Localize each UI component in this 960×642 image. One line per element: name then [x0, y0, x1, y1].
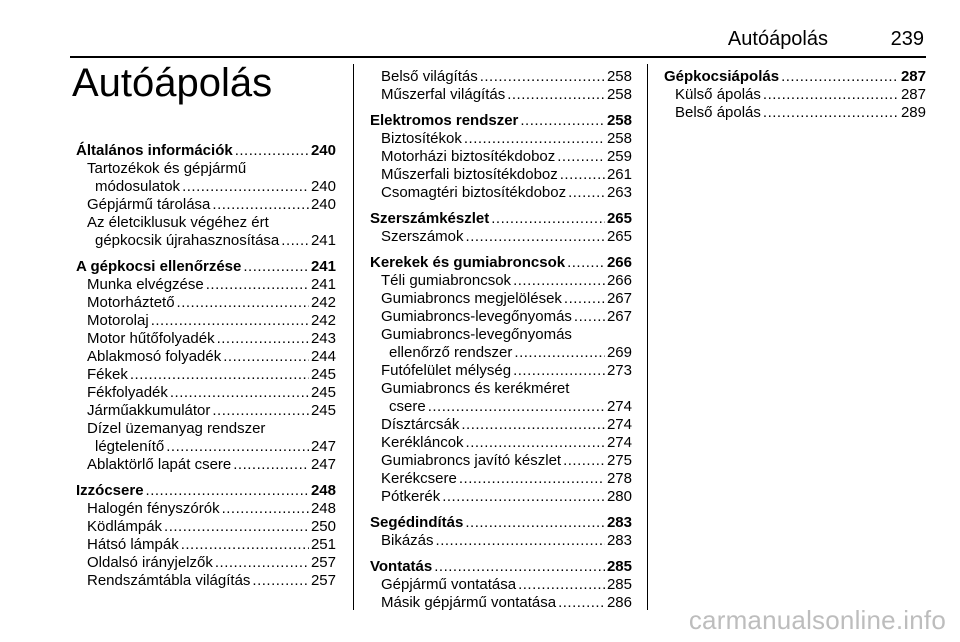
toc-section-label: Segédindítás	[370, 514, 464, 531]
toc-item-label: Pótkerék	[381, 488, 441, 505]
toc-item-cont-label: légtelenítő	[95, 438, 165, 455]
dot-leader	[465, 514, 605, 532]
toc-item[interactable]	[370, 416, 632, 434]
dot-leader	[464, 130, 605, 148]
dot-leader	[466, 228, 605, 246]
toc-item[interactable]	[76, 518, 336, 536]
toc-item-cont-page: 241	[310, 232, 336, 249]
toc-item[interactable]	[370, 166, 632, 184]
toc-section[interactable]	[76, 258, 336, 276]
toc-section-page: 285	[606, 558, 632, 575]
toc-item-label: Ködlámpák	[87, 518, 163, 535]
toc-item-page: 274	[606, 434, 632, 451]
toc-item-cont-page: 247	[310, 438, 336, 455]
toc-item[interactable]	[76, 312, 336, 330]
toc-item-cont-label: ellenőrző rendszer	[389, 344, 513, 361]
toc-item[interactable]	[370, 434, 632, 452]
toc-section-page: 265	[606, 210, 632, 227]
dot-leader	[558, 594, 605, 612]
toc-item-page: 258	[606, 68, 632, 85]
dot-leader	[442, 488, 605, 506]
toc-item[interactable]	[76, 500, 336, 518]
toc-item[interactable]	[76, 348, 336, 366]
toc-section[interactable]	[370, 210, 632, 228]
toc-item-label: Külső ápolás	[675, 86, 761, 103]
dot-leader	[557, 148, 605, 166]
toc-item-cont	[381, 344, 632, 362]
dot-leader	[763, 86, 899, 104]
toc-item-page: 267	[606, 290, 632, 307]
toc-item[interactable]	[370, 272, 632, 290]
toc-section[interactable]	[370, 254, 632, 272]
running-title: Autóápolás	[727, 28, 828, 50]
toc-item-cont-label: módosulatok	[95, 178, 181, 195]
toc-column-2	[370, 68, 632, 612]
toc-item-label: Motorolaj	[87, 312, 149, 329]
toc-item-page: 242	[310, 312, 336, 329]
toc-item[interactable]	[76, 366, 336, 384]
toc-item[interactable]	[76, 402, 336, 420]
toc-item-cont	[87, 438, 336, 456]
toc-section-label: Általános információk	[76, 142, 233, 159]
toc-item-cont-label: csere	[389, 398, 426, 415]
toc-item[interactable]	[370, 532, 632, 550]
toc-item[interactable]	[76, 384, 336, 402]
column-divider	[647, 64, 648, 610]
dot-leader	[146, 482, 309, 500]
toc-item-label: Munka elvégzése	[87, 276, 204, 293]
toc-item-label: Fékfolyadék	[87, 384, 168, 401]
dot-leader	[252, 572, 309, 590]
dot-leader	[130, 366, 309, 384]
toc-item-page: 245	[310, 366, 336, 383]
toc-item[interactable]	[76, 276, 336, 294]
toc-item[interactable]	[76, 160, 336, 196]
dot-leader	[491, 210, 605, 228]
toc-item-page: 243	[310, 330, 336, 347]
toc-item-label: Műszerfali biztosítékdoboz	[381, 166, 558, 183]
toc-item-label: Tartozékok és gépjármű	[87, 160, 247, 177]
toc-item-label: Műszerfal világítás	[381, 86, 506, 103]
dot-leader	[513, 362, 605, 380]
header-rule	[70, 56, 926, 58]
toc-item-cont-page: 269	[606, 344, 632, 361]
toc-item-page: 285	[606, 576, 632, 593]
toc-item-page: 258	[606, 130, 632, 147]
toc-item-page: 240	[310, 196, 336, 213]
toc-item[interactable]	[370, 308, 632, 326]
toc-item-label: Dísztárcsák	[381, 416, 460, 433]
dot-leader	[164, 518, 309, 536]
dot-leader	[243, 258, 309, 276]
dot-leader	[513, 272, 605, 290]
toc-item-page: 242	[310, 294, 336, 311]
toc-item-label: Rendszámtábla világítás	[87, 572, 251, 589]
dot-leader	[428, 398, 605, 416]
toc-item[interactable]	[370, 86, 632, 104]
toc-item-label: Motorháztető	[87, 294, 175, 311]
toc-item-cont-page: 240	[310, 178, 336, 195]
toc-item-page: 261	[606, 166, 632, 183]
toc-item-cont-page: 274	[606, 398, 632, 415]
dot-leader	[459, 470, 605, 488]
toc-section-label: Izzócsere	[76, 482, 144, 499]
dot-leader	[281, 232, 309, 250]
toc-item-cont	[381, 398, 632, 416]
toc-item-label: Futófelület mélység	[381, 362, 512, 379]
dot-leader	[170, 384, 309, 402]
toc-item[interactable]	[370, 488, 632, 506]
toc-item[interactable]	[664, 104, 926, 122]
toc-item-label: Szerszámok	[381, 228, 464, 245]
toc-item-label: Bikázás	[381, 532, 434, 549]
toc-item-cont-label: gépkocsik újrahasznosítása	[95, 232, 280, 249]
toc-item-label: Dízel üzemanyag rendszer	[87, 420, 266, 437]
dot-leader	[507, 86, 605, 104]
toc-item[interactable]	[76, 456, 336, 474]
dot-leader	[215, 554, 309, 572]
toc-item-page: 248	[310, 500, 336, 517]
toc-section-page: 287	[900, 68, 926, 85]
toc-item-page: 250	[310, 518, 336, 535]
toc-item[interactable]	[370, 452, 632, 470]
toc-section-label: A gépkocsi ellenőrzése	[76, 258, 242, 275]
dot-leader	[151, 312, 309, 330]
toc-section-label: Vontatás	[370, 558, 433, 575]
toc-item-page: 245	[310, 402, 336, 419]
toc-item-label: Járműakkumulátor	[87, 402, 211, 419]
column-divider	[353, 64, 354, 610]
toc-item-page: 266	[606, 272, 632, 289]
toc-item-label: Gumiabroncs-levegőnyomás	[381, 308, 572, 325]
toc-item[interactable]	[370, 594, 632, 612]
toc-item-page: 251	[310, 536, 336, 553]
dot-leader	[206, 276, 309, 294]
toc-item[interactable]	[370, 576, 632, 594]
dot-leader	[574, 308, 605, 326]
dot-leader	[461, 416, 605, 434]
dot-leader	[434, 558, 605, 576]
toc-item-label: Motor hűtőfolyadék	[87, 330, 215, 347]
dot-leader	[212, 402, 309, 420]
toc-item-page: 273	[606, 362, 632, 379]
dot-leader	[166, 438, 309, 456]
toc-item[interactable]	[370, 290, 632, 308]
toc-item-page: 283	[606, 532, 632, 549]
toc-section[interactable]	[370, 514, 632, 532]
toc-item[interactable]	[76, 330, 336, 348]
toc-item-page: 241	[310, 276, 336, 293]
toc-item-page: 244	[310, 348, 336, 365]
toc-item-page: 286	[606, 594, 632, 611]
toc-item-cont	[87, 178, 336, 196]
toc-item[interactable]	[664, 86, 926, 104]
toc-item-label: Belső ápolás	[675, 104, 761, 121]
dot-leader	[235, 142, 309, 160]
toc-item[interactable]	[370, 362, 632, 380]
dot-leader	[520, 112, 605, 130]
dot-leader	[233, 456, 309, 474]
toc-item-page: 275	[606, 452, 632, 469]
dot-leader	[436, 532, 605, 550]
dot-leader	[223, 348, 309, 366]
toc-item-cont	[87, 232, 336, 250]
toc-item-page: 257	[310, 572, 336, 589]
toc-item[interactable]	[370, 228, 632, 246]
toc-item-label: Az életciklusuk végéhez ért	[87, 214, 269, 231]
dot-leader	[514, 344, 605, 362]
toc-item-label: Fékek	[87, 366, 128, 383]
toc-section[interactable]	[664, 68, 926, 86]
toc-item-page: 247	[310, 456, 336, 473]
toc-section[interactable]	[370, 112, 632, 130]
toc-section-page: 283	[606, 514, 632, 531]
chapter-title: Autóápolás	[72, 61, 273, 105]
toc-item-label: Hátsó lámpák	[87, 536, 179, 553]
toc-section-page: 258	[606, 112, 632, 129]
toc-item-label: Halogén fényszórók	[87, 500, 220, 517]
dot-leader	[177, 294, 309, 312]
dot-leader	[781, 68, 899, 86]
dot-leader	[480, 68, 605, 86]
toc-section-page: 241	[310, 258, 336, 275]
toc-item-page: 280	[606, 488, 632, 505]
toc-item-label: Kerékláncok	[381, 434, 464, 451]
dot-leader	[181, 536, 309, 554]
toc-item-label: Biztosítékok	[381, 130, 462, 147]
toc-item-label: Gumiabroncs javító készlet	[381, 452, 562, 469]
toc-item-page: 289	[900, 104, 926, 121]
toc-item[interactable]	[76, 214, 336, 250]
toc-item[interactable]	[370, 326, 632, 362]
toc-item-label: Oldalsó irányjelzők	[87, 554, 213, 571]
toc-section-page: 248	[310, 482, 336, 499]
toc-item-label: Ablakmosó folyadék	[87, 348, 222, 365]
dot-leader	[217, 330, 309, 348]
toc-item[interactable]	[370, 380, 632, 416]
dot-leader	[182, 178, 309, 196]
toc-item-label: Kerékcsere	[381, 470, 457, 487]
toc-item[interactable]	[76, 420, 336, 456]
toc-section[interactable]	[76, 142, 336, 160]
dot-leader	[212, 196, 309, 214]
toc-column-3	[664, 68, 926, 122]
dot-leader	[567, 254, 605, 272]
toc-item-page: 257	[310, 554, 336, 571]
toc-item[interactable]	[76, 536, 336, 554]
toc-item-label: Motorházi biztosítékdoboz	[381, 148, 556, 165]
toc-item-label: Gépjármű tárolása	[87, 196, 211, 213]
toc-item[interactable]	[76, 572, 336, 590]
toc-section-label: Gépkocsiápolás	[664, 68, 780, 85]
toc-item-page: 245	[310, 384, 336, 401]
toc-item-label: Ablaktörlő lapát csere	[87, 456, 232, 473]
toc-item[interactable]	[76, 294, 336, 312]
toc-item-label: Gumiabroncs megjelölések	[381, 290, 562, 307]
dot-leader	[568, 184, 605, 202]
toc-item-page: 267	[606, 308, 632, 325]
dot-leader	[466, 434, 605, 452]
toc-section[interactable]	[370, 558, 632, 576]
toc-item[interactable]	[76, 554, 336, 572]
toc-item[interactable]	[76, 196, 336, 214]
toc-item[interactable]	[370, 130, 632, 148]
toc-item[interactable]	[370, 68, 632, 86]
toc-section-label: Kerekek és gumiabroncsok	[370, 254, 566, 271]
toc-item-label: Gépjármű vontatása	[381, 576, 517, 593]
toc-item[interactable]	[370, 184, 632, 202]
toc-section-label: Elektromos rendszer	[370, 112, 519, 129]
toc-item-page: 278	[606, 470, 632, 487]
toc-column-1	[76, 142, 336, 590]
toc-item-label: Csomagtéri biztosítékdoboz	[381, 184, 567, 201]
toc-section-label: Szerszámkészlet	[370, 210, 490, 227]
toc-section-page: 240	[310, 142, 336, 159]
dot-leader	[518, 576, 605, 594]
toc-item-page: 287	[900, 86, 926, 103]
toc-item[interactable]	[370, 148, 632, 166]
toc-item-label: Másik gépjármű vontatása	[381, 594, 557, 611]
toc-item-label: Belső világítás	[381, 68, 478, 85]
toc-item-label: Gumiabroncs-levegőnyomás	[381, 326, 572, 343]
toc-item-page: 259	[606, 148, 632, 165]
dot-leader	[563, 452, 605, 470]
toc-section[interactable]	[76, 482, 336, 500]
dot-leader	[763, 104, 899, 122]
toc-section-page: 266	[606, 254, 632, 271]
toc-item-label: Gumiabroncs és kerékméret	[381, 380, 570, 397]
dot-leader	[222, 500, 309, 518]
toc-item-page: 258	[606, 86, 632, 103]
dot-leader	[564, 290, 605, 308]
watermark: carmanualsonline.info	[688, 605, 946, 635]
toc-item-page: 265	[606, 228, 632, 245]
dot-leader	[560, 166, 605, 184]
toc-item-label: Téli gumiabroncsok	[381, 272, 512, 289]
toc-item-page: 263	[606, 184, 632, 201]
toc-item-page: 274	[606, 416, 632, 433]
page-number: 239	[890, 28, 924, 50]
toc-item[interactable]	[370, 470, 632, 488]
